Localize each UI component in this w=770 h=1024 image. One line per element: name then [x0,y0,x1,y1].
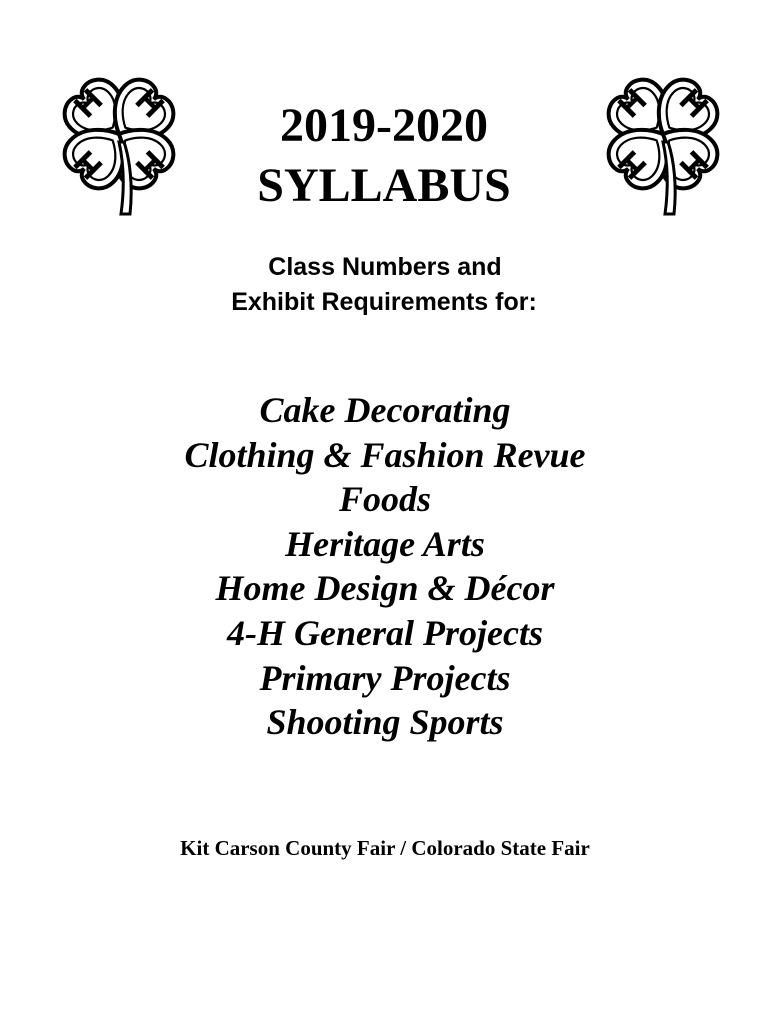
project-item-shooting-sports: Shooting Sports [266,702,504,743]
project-item-heritage-arts: Heritage Arts [285,523,485,564]
syllabus-title: SYLLABUS [257,159,511,212]
project-item-cake-decorating: Cake Decorating [259,390,511,430]
project-list [0,388,770,745]
subtitle-line-2: Exhibit Requirements for: [231,288,537,316]
project-item-primary-projects: Primary Projects [259,657,511,698]
project-item-foods: Foods [338,479,432,520]
project-item-general-projects: 4-H General Projects [227,612,543,653]
subtitle-line-1: Class Numbers and [268,253,502,281]
fair-footer: Kit Carson County Fair / Colorado State Fair [180,836,590,860]
project-item-clothing-fashion-revue: Clothing & Fashion Revue [184,434,586,475]
project-item-home-design-decor: Home Design & Décor [215,568,555,609]
syllabus-year: 2019-2020 [280,99,488,152]
